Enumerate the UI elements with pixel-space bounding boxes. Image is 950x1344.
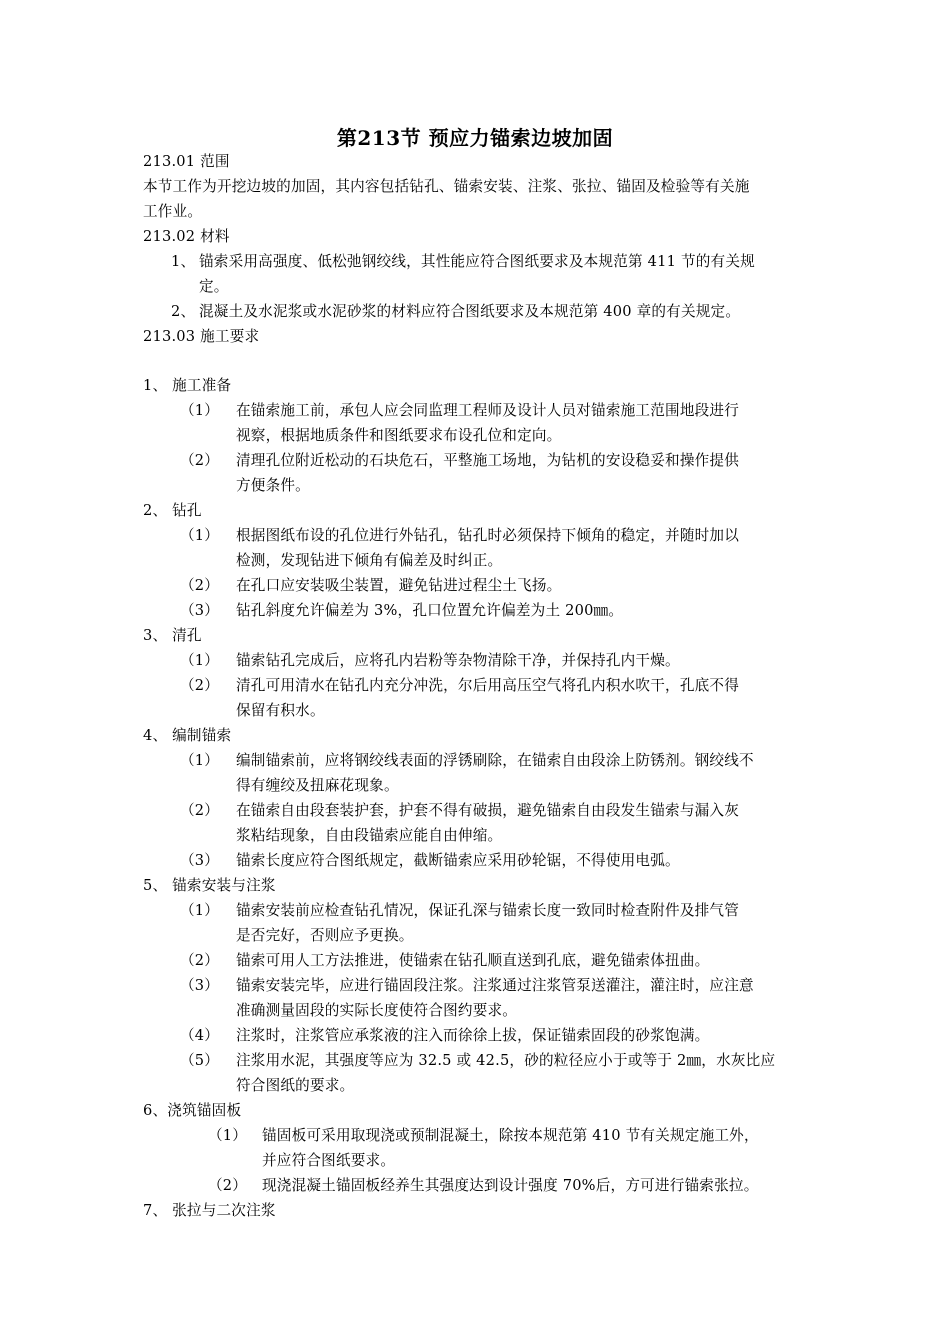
g5-c-line-2: 准确测量固段的实际长度使符合图约要求。: [236, 1002, 518, 1019]
g6-a-number: （1）: [208, 1127, 248, 1144]
section-title: 第213节 预应力锚索边坡加固: [336, 126, 614, 150]
g2-a-line-1: 根据图纸布设的孔位进行外钻孔，钻孔时必须保持下倾角的稳定，并随时加以: [236, 527, 739, 544]
material-item-1-line-2: 定。: [199, 278, 229, 295]
g1-b-number: （2）: [180, 452, 220, 469]
g4-c-line-1: 锚索长度应符合图纸规定，截断锚索应采用砂轮锯，不得使用电弧。: [236, 852, 680, 869]
group-1-heading: 1、 施工准备: [143, 377, 232, 394]
g4-a-number: （1）: [180, 752, 220, 769]
scope-text-line-2: 工作业。: [143, 203, 203, 220]
material-item-2-number: 2、: [171, 303, 196, 320]
g6-a-line-2: 并应符合图纸要求。: [262, 1152, 396, 1169]
g5-a-number: （1）: [180, 902, 220, 919]
g6-b-number: （2）: [208, 1177, 248, 1194]
g4-b-number: （2）: [180, 802, 220, 819]
g1-a-number: （1）: [180, 402, 220, 419]
g2-b-line-1: 在孔口应安装吸尘装置，避免钻进过程尘土飞扬。: [236, 577, 562, 594]
group-3-heading: 3、 清孔: [143, 627, 202, 644]
g2-a-line-2: 检测，发现钻进下倾角有偏差及时纠正。: [236, 552, 503, 569]
g1-a-line-2: 视察，根据地质条件和图纸要求布设孔位和定向。: [236, 427, 562, 444]
group-5-heading: 5、 锚索安装与注浆: [143, 877, 276, 894]
material-item-1-number: 1、: [171, 253, 196, 270]
group-4-heading: 4、 编制锚索: [143, 727, 232, 744]
material-item-1-line-1: 锚索采用高强度、低松弛钢绞线，其性能应符合图纸要求及本规范第 411 节的有关规: [199, 253, 755, 270]
g3-a-number: （1）: [180, 652, 220, 669]
g1-b-line-2: 方便条件。: [236, 477, 310, 494]
group-2-heading: 2、 钻孔: [143, 502, 202, 519]
g3-b-number: （2）: [180, 677, 220, 694]
section-213-03-heading: 213.03 施工要求: [143, 328, 260, 345]
g4-c-number: （3）: [180, 852, 220, 869]
group-7-heading: 7、 张拉与二次注浆: [143, 1202, 276, 1219]
group-6-heading: 6、浇筑锚固板: [143, 1102, 242, 1119]
section-213-01-heading: 213.01 范围: [143, 153, 230, 170]
section-213-02-heading: 213.02 材料: [143, 228, 230, 245]
g3-b-line-2: 保留有积水。: [236, 702, 325, 719]
g5-a-line-1: 锚索安装前应检查钻孔情况，保证孔深与锚索长度一致同时检查附件及排气管: [236, 902, 739, 919]
g2-a-number: （1）: [180, 527, 220, 544]
g2-c-line-1: 钻孔斜度允许偏差为 3%，孔口位置允许偏差为土 200㎜。: [236, 602, 624, 619]
g5-e-line-1: 注浆用水泥，其强度等应为 32.5 或 42.5，砂的粒径应小于或等于 2㎜，水灰比应: [236, 1052, 776, 1069]
g5-d-number: （4）: [180, 1027, 220, 1044]
g6-b-line-1: 现浇混凝土锚固板经养生其强度达到设计强度 70%后，方可进行锚索张拉。: [262, 1177, 759, 1194]
scope-text-line-1: 本节工作为开挖边坡的加固，其内容包括钻孔、锚索安装、注浆、张拉、锚固及检验等有关施: [143, 178, 750, 195]
g5-b-number: （2）: [180, 952, 220, 969]
g1-b-line-1: 清理孔位附近松动的石块危石，平整施工场地，为钻机的安设稳妥和操作提供: [236, 452, 739, 469]
g2-c-number: （3）: [180, 602, 220, 619]
g5-e-number: （5）: [180, 1052, 220, 1069]
material-item-2-line-1: 混凝土及水泥浆或水泥砂浆的材料应符合图纸要求及本规范第 400 章的有关规定。: [199, 303, 741, 320]
g1-a-line-1: 在锚索施工前，承包人应会同监理工程师及设计人员对锚索施工范围地段进行: [236, 402, 739, 419]
g5-d-line-1: 注浆时，注浆管应承浆液的注入而徐徐上拔，保证锚索固段的砂浆饱满。: [236, 1027, 710, 1044]
g2-b-number: （2）: [180, 577, 220, 594]
g3-b-line-1: 清孔可用清水在钻孔内充分冲洗，尔后用高压空气将孔内积水吹干，孔底不得: [236, 677, 739, 694]
g4-a-line-2: 得有缠绞及扭麻花现象。: [236, 777, 399, 794]
g5-b-line-1: 锚索可用人工方法推进，使锚索在钻孔顺直送到孔底，避免锚索体扭曲。: [236, 952, 710, 969]
g6-a-line-1: 锚固板可采用取现浇或预制混凝土，除按本规范第 410 节有关规定施工外，: [262, 1127, 759, 1144]
g5-a-line-2: 是否完好，否则应予更换。: [236, 927, 414, 944]
g5-e-line-2: 符合图纸的要求。: [236, 1077, 355, 1094]
g3-a-line-1: 锚索钻孔完成后，应将孔内岩粉等杂物清除干净，并保持孔内干燥。: [236, 652, 680, 669]
g5-c-number: （3）: [180, 977, 220, 994]
g5-c-line-1: 锚索安装完毕，应进行锚固段注浆。注浆通过注浆管泵送灌注，灌注时，应注意: [236, 977, 754, 994]
g4-a-line-1: 编制锚索前，应将钢绞线表面的浮锈刷除，在锚索自由段涂上防锈剂。钢绞线不: [236, 752, 754, 769]
g4-b-line-2: 浆粘结现象，自由段锚索应能自由伸缩。: [236, 827, 503, 844]
g4-b-line-1: 在锚索自由段套装护套，护套不得有破损，避免锚索自由段发生锚索与漏入灰: [236, 802, 739, 819]
